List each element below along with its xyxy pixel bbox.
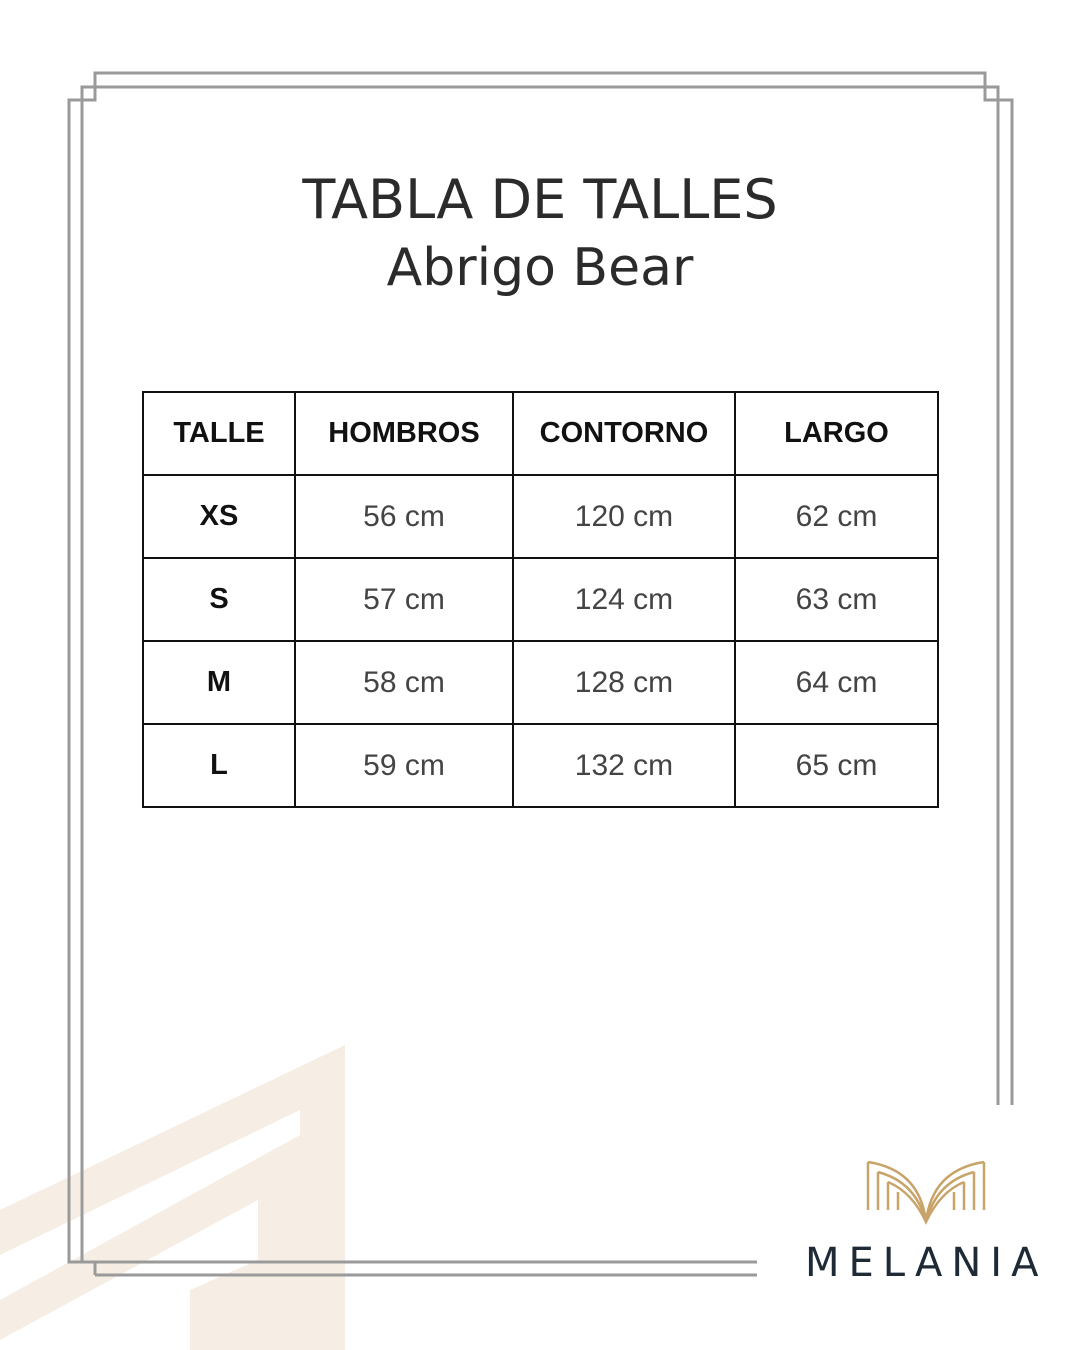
size-label: XS bbox=[143, 475, 295, 558]
header-contorno: CONTORNO bbox=[513, 392, 735, 475]
largo-value: 62 cm bbox=[735, 475, 938, 558]
largo-value: 63 cm bbox=[735, 558, 938, 641]
contorno-value: 132 cm bbox=[513, 724, 735, 807]
contorno-value: 120 cm bbox=[513, 475, 735, 558]
page-title: TABLA DE TALLES bbox=[302, 168, 778, 231]
contorno-value: 124 cm bbox=[513, 558, 735, 641]
contorno-value: 128 cm bbox=[513, 641, 735, 724]
header-hombros: HOMBROS bbox=[295, 392, 513, 475]
hombros-value: 58 cm bbox=[295, 641, 513, 724]
size-label: M bbox=[143, 641, 295, 724]
hombros-value: 59 cm bbox=[295, 724, 513, 807]
header-talle: TALLE bbox=[143, 392, 295, 475]
hombros-value: 56 cm bbox=[295, 475, 513, 558]
largo-value: 65 cm bbox=[735, 724, 938, 807]
hombros-value: 57 cm bbox=[295, 558, 513, 641]
brand-name: MELANIA bbox=[805, 1240, 1048, 1286]
page-subtitle: Abrigo Bear bbox=[386, 238, 694, 298]
size-label: S bbox=[143, 558, 295, 641]
largo-value: 64 cm bbox=[735, 641, 938, 724]
size-label: L bbox=[143, 724, 295, 807]
header-largo: LARGO bbox=[735, 392, 938, 475]
